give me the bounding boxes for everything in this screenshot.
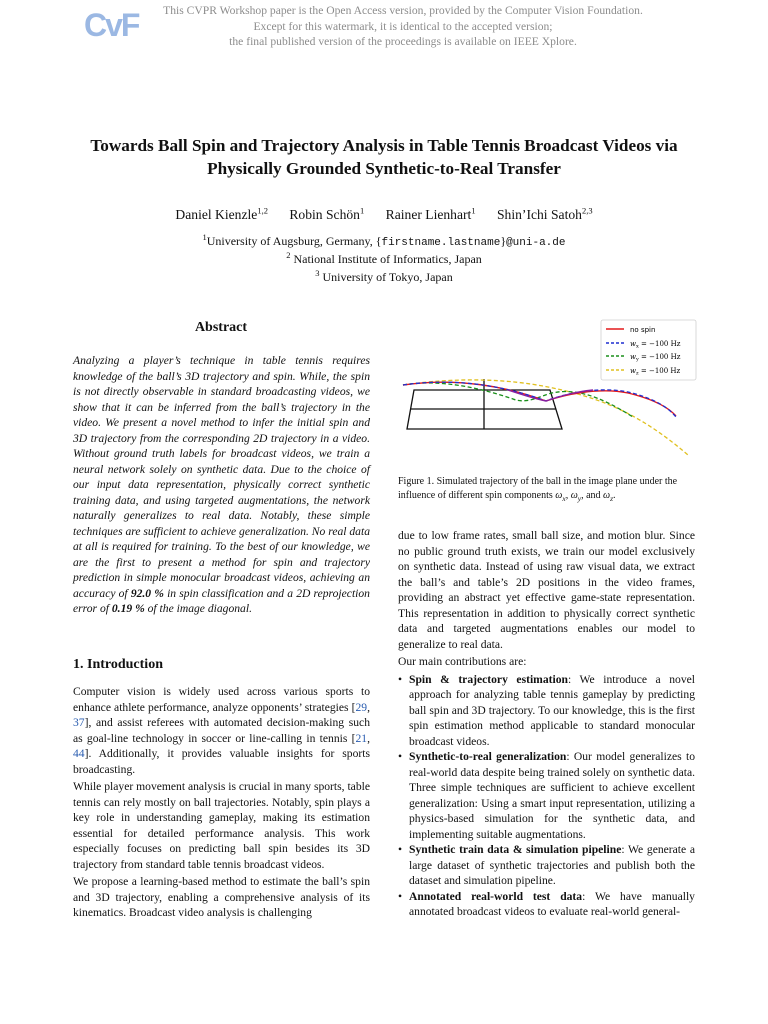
accuracy-value: 92.0 % <box>130 586 164 600</box>
bullet-icon: • <box>398 889 403 903</box>
bullet-icon: • <box>398 843 403 856</box>
figure-1-caption: Figure 1. Simulated trajectory of the ball in the image plane under the influence of different spin components $\omega_x$, $\omega_y$, and $\omega_z$. <box>398 476 678 503</box>
abstract-body: Analyzing a player’s technique in table tennis requires knowledge of the ball’s 3D trajectory and spin. While, the spin is not directly observable in standard broadcasting videos, we show that it can be inferred from the ball’s trajectory in the video. We present a novel method to infer the initial spin and 3D trajectory from the corresponding 2D trajectory in a video. Without ground truth labels for broadcast videos, we train a neural network solely on synthetic data. Due to the choice of our input data representation, physically correct synthetic training data, and using targeted augmentations, the network naturally generalizes to real data. Notably, these simple techniques are sufficient to achieve generalization. No real data at all is required for training. To the best of our knowledge, we are the first to present a method for spin and trajectory prediction in simple monocular broadcast videos, achieving an accuracy of 92.0 % in spin classification and a 2D reprojection error of 0.19 % of the image diagonal. <box>73 354 370 615</box>
paragraph: While player movement analysis is crucial in many sports, table tennis can rely mostly on ball trajectories. Notably, spin plays a key role in understanding gameplay, making its estimation essential for detailed performance analysis. This work especially focuses on predicting ball spin besides its 3D trajectory from standard table tennis broadcast videos. <box>73 780 370 871</box>
legend-label-no-spin: no spin <box>630 326 656 334</box>
contributions-list <box>398 672 695 920</box>
watermark-line: Except for this watermark, it is identical to the accepted version; <box>253 19 553 33</box>
author-list <box>40 207 728 223</box>
paragraph: We propose a learning-based method to estimate the ball’s spin and 3D trajectory, enabling a comprehensive analysis of its kinematics. Broadcast video analysis is challenging <box>73 875 370 919</box>
citation-link[interactable]: 29 <box>355 700 368 714</box>
intro-left-column <box>73 684 370 923</box>
error-value: 0.19 % <box>111 602 145 615</box>
section-heading-introduction: 1. Introduction <box>73 657 163 672</box>
cvf-logo-text: CvF <box>84 7 139 42</box>
list-item: • Synthetic train data & simulation pipeline: We generate a large dataset of synthetic trajectories and publish both the dataset and simulation pipeline. <box>398 843 695 887</box>
paragraph: Computer vision is widely used across various sports to enhance athlete performance, analyze opponents’ strategies [29, 37], and assist referees with automated decision-making such as goal-line technology in soccer or line-calling in tennis [21, 44]. Additionally, it provides valuable insights for sports broadcasting. <box>73 685 370 776</box>
paper-title-line: Physically Grounded Synthetic-to-Real Transfer <box>207 159 561 178</box>
bullet-icon: • <box>398 672 403 686</box>
list-item: • Spin & trajectory estimation: We introduce a novel approach for analyzing table tennis gameplay by predicting ball spin and 3D trajectory. To our knowledge, this is the first spin estimation method applicable to standard monocular broadcast videos. <box>398 672 696 748</box>
author: Robin Schön$^1$ <box>289 205 365 222</box>
intro-right-column <box>398 528 695 920</box>
cvf-logo <box>84 6 140 42</box>
abstract-heading: Abstract <box>194 320 248 335</box>
trajectory-wz <box>403 380 688 455</box>
table-outline <box>407 379 562 429</box>
paper-title <box>40 134 728 180</box>
author: Rainer Lienhart$^1$ <box>385 205 476 222</box>
author: Daniel Kienzle$^{1,2}$ <box>175 205 268 222</box>
figure-legend <box>601 320 696 380</box>
email-address: firstname.lastname <box>381 237 501 249</box>
affiliation-2: $^2$ National Institute of Informatics, Japan <box>286 250 482 266</box>
watermark-line: This CVPR Workshop paper is the Open Access version, provided by the Computer Vision Foundation. <box>163 4 643 17</box>
legend-label-wx: $w_x = -100$ Hz <box>630 340 681 350</box>
citation-link[interactable]: 44 <box>73 747 85 760</box>
citation-link[interactable]: 37 <box>73 716 85 729</box>
citation-link[interactable]: 21 <box>355 731 368 745</box>
list-item: • Annotated real-world test data: We have manually annotated broadcast videos to evaluate real-world general- <box>398 889 695 918</box>
paragraph: Our main contributions are: <box>398 655 527 668</box>
watermark-line: the final published version of the proceedings is available on IEEE Xplore. <box>229 35 577 48</box>
affiliation-1: $^1$University of Augsburg, Germany, {firstname.lastname}@uni-a.de <box>202 232 566 249</box>
bullet-icon: • <box>398 750 403 763</box>
list-item: • Synthetic-to-real generalization: Our model generalizes to real-world data despite being trained solely on synthetic data. Three simple techniques are sufficient to achieve excellent generalization: Using a smart input representation, utilizing a physics-based simulation for the synthetic data, and implementing suitable augmentations. <box>398 750 695 841</box>
figure-1 <box>398 317 698 467</box>
watermark <box>150 3 656 50</box>
affiliation-3: $^3$ University of Tokyo, Japan <box>315 268 453 284</box>
author: Shin’Ichi Satoh$^{2,3}$ <box>496 205 593 222</box>
paper-title-line: Towards Ball Spin and Trajectory Analysis in Table Tennis Broadcast Videos via <box>90 136 678 155</box>
legend-label-wy: $w_y = -100$ Hz <box>630 353 681 363</box>
legend-label-wz: $w_z = -100$ Hz <box>630 367 681 377</box>
paragraph: due to low frame rates, small ball size, and motion blur. Since no public ground truth exists, we train our model exclusively on synthetic data. Instead of using raw visual data, we extract the ball’s and table’s 2D positions in the video frames, providing an abstract yet effective game-state representation. This representation in addition to physically correct synthetic data and targeted augmentations enables our model to generalize to real data. <box>398 529 695 651</box>
